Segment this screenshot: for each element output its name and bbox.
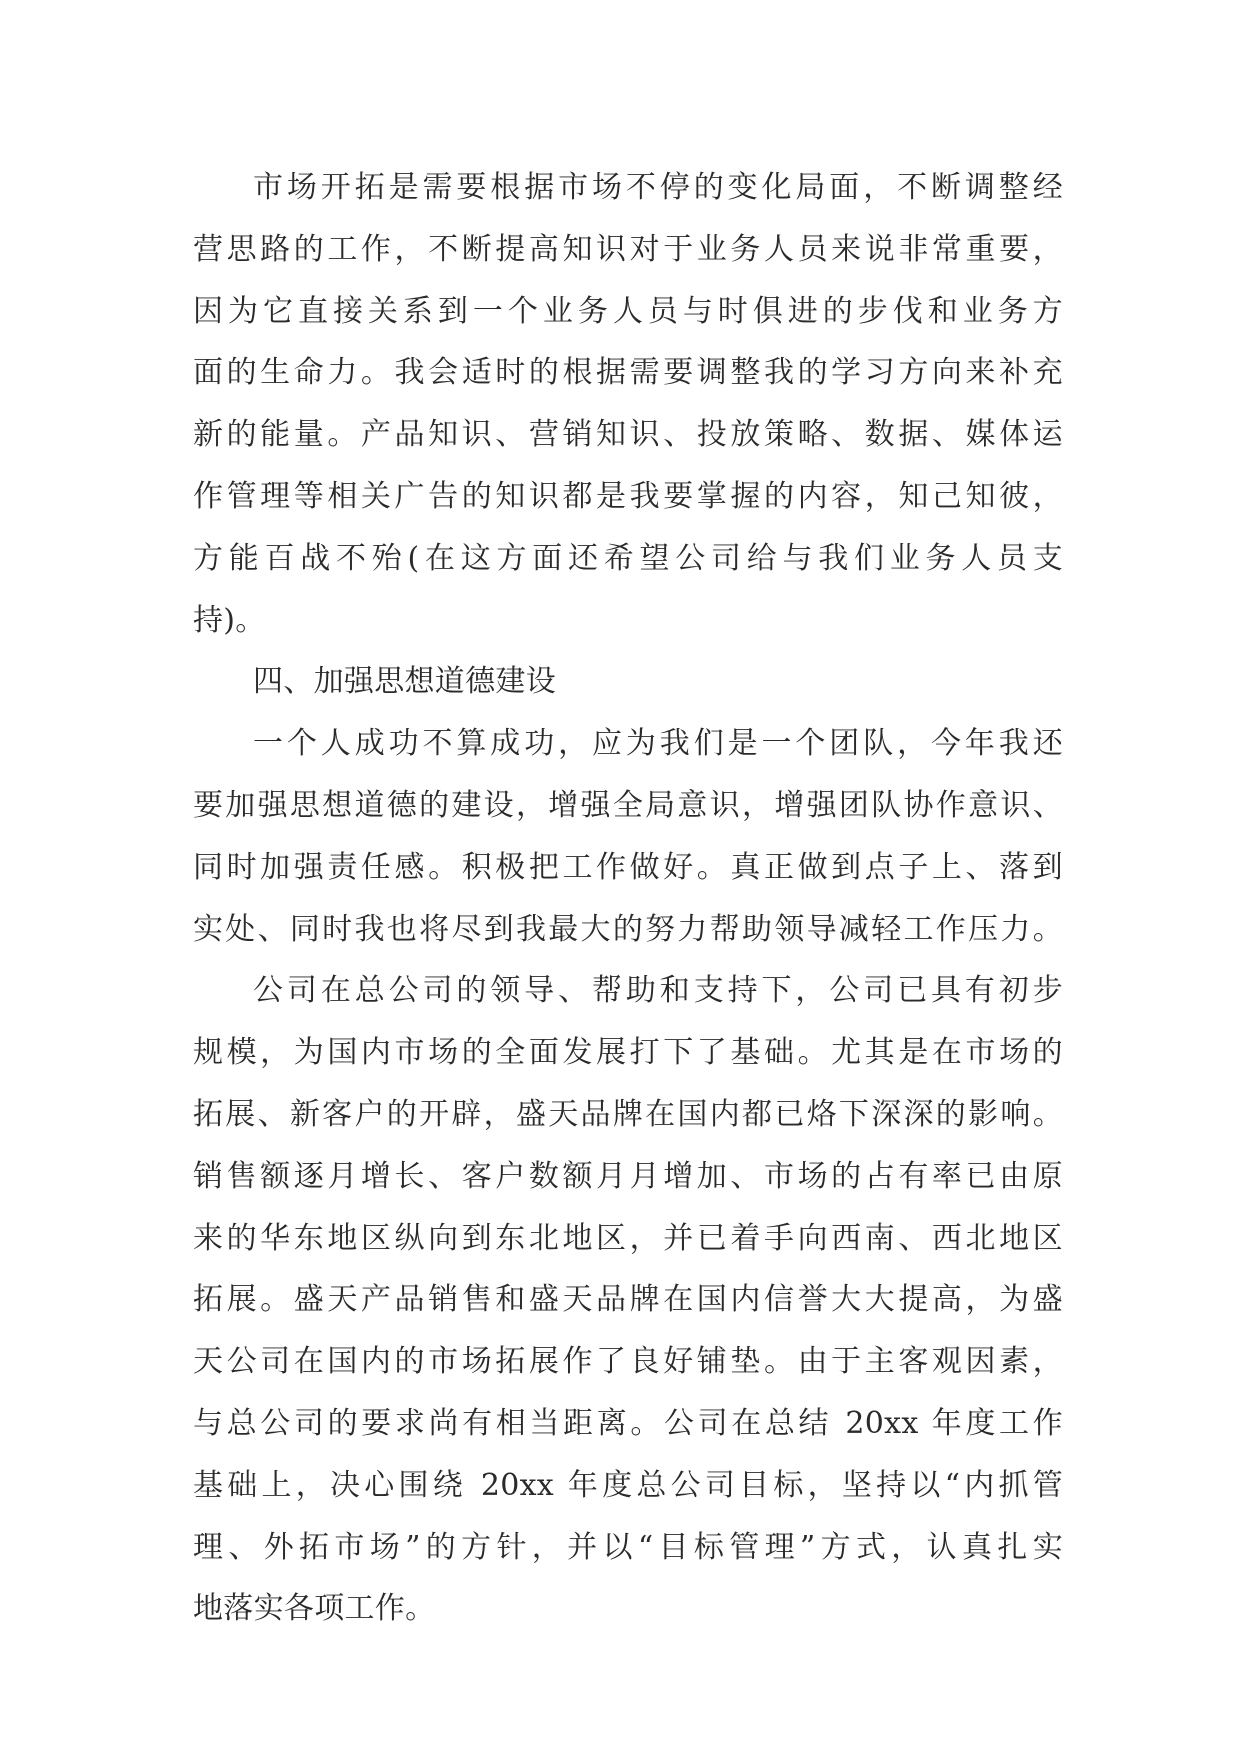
text-line: 来的华东地区纵向到东北地区，并已着手向西南、西北地区 — [193, 1220, 1063, 1256]
text-line: 规模，为国内市场的全面发展打下了基础。尤其是在市场的 — [193, 1035, 1063, 1071]
paragraph-team-ethics — [193, 713, 1063, 960]
text-line: 因为它直接关系到一个业务人员与时俱进的步伐和业务方 — [193, 293, 1063, 329]
text-line: 公司在总公司的领导、帮助和支持下，公司已具有初步 — [253, 973, 1063, 1009]
text-line: 同时加强责任感。积极把工作做好。真正做到点子上、落到 — [193, 849, 1063, 885]
text-line: 拓展、新客户的开辟，盛天品牌在国内都已烙下深深的影响。 — [193, 1096, 1063, 1132]
text-line: 拓展。盛天产品销售和盛天品牌在国内信誉大大提高，为盛 — [193, 1282, 1063, 1318]
text-line: 天公司在国内的市场拓展作了良好铺垫。由于主客观因素， — [193, 1344, 1063, 1380]
text-line: 与总公司的要求尚有相当距离。公司在总结 20xx 年度工作 — [193, 1405, 1063, 1441]
text-line: 基础上，决心围绕 20xx 年度总公司目标，坚持以“内抓管 — [193, 1467, 1063, 1503]
text-line: 营思路的工作，不断提高知识对于业务人员来说非常重要， — [193, 231, 1063, 267]
text-line: 理、外拓市场”的方针，并以“目标管理”方式，认真扎实 — [193, 1529, 1063, 1565]
document-page — [193, 157, 1063, 1640]
paragraph-market-expansion — [193, 157, 1063, 651]
text-line: 销售额逐月增长、客户数额月月增加、市场的占有率已由原 — [193, 1158, 1063, 1194]
section-heading — [193, 651, 1063, 713]
text-line: 一个人成功不算成功，应为我们是一个团队，今年我还 — [253, 726, 1063, 762]
paragraph-company-summary — [193, 960, 1063, 1640]
text-line: 新的能量。产品知识、营销知识、投放策略、数据、媒体运 — [193, 417, 1063, 453]
text-line: 地落实各项工作。 — [193, 1591, 436, 1627]
text-line: 实处、同时我也将尽到我最大的努力帮助领导减轻工作压力。 — [193, 911, 1063, 947]
text-line: 方能百战不殆(在这方面还希望公司给与我们业务人员支 — [193, 540, 1063, 576]
heading-line: 四、加强思想道德建设 — [253, 664, 556, 700]
text-line: 持)。 — [193, 602, 266, 638]
text-line: 作管理等相关广告的知识都是我要掌握的内容，知己知彼， — [193, 478, 1063, 514]
text-line: 面的生命力。我会适时的根据需要调整我的学习方向来补充 — [193, 355, 1063, 391]
text-line: 要加强思想道德的建设，增强全局意识，增强团队协作意识、 — [193, 787, 1063, 823]
text-line: 市场开拓是需要根据市场不停的变化局面，不断调整经 — [253, 170, 1063, 205]
